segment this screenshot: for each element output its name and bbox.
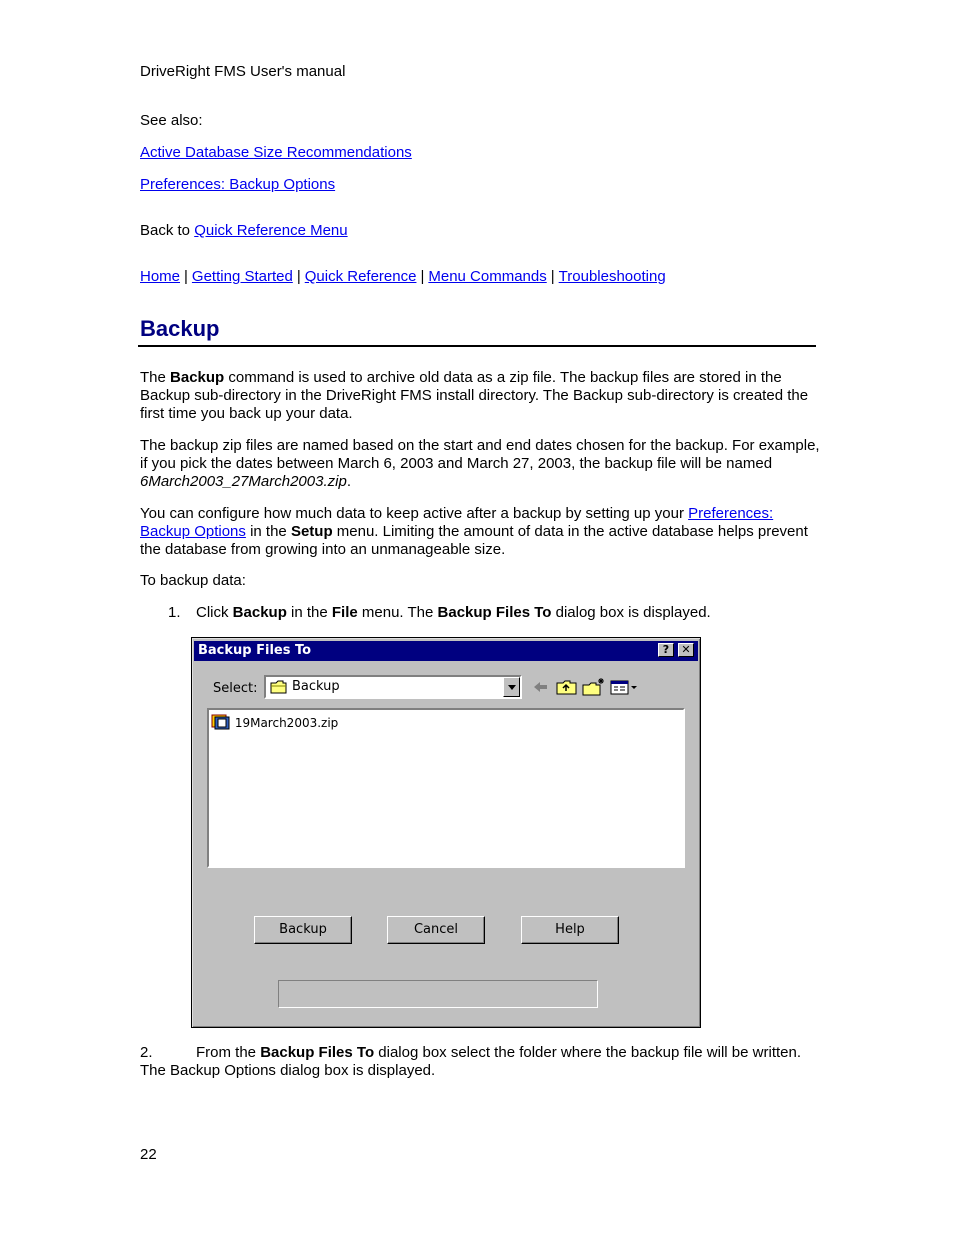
folder-icon [270,679,288,695]
back-to-label: Back to [140,222,191,239]
dropdown-arrow-icon[interactable] [503,677,520,697]
select-label: Select: [213,681,258,696]
new-folder-icon[interactable] [582,677,606,697]
up-one-level-icon[interactable] [556,677,578,697]
view-menu-icon[interactable] [610,677,640,697]
paragraph-intro: The Backup command is used to archive old data as a zip file. The backup files are stored in the Backup sub-directory in the DriveRight FMS install directory. The Backup sub-directory is created the first time you back up your data. [140,369,809,422]
step-1-text: Click Backup in the File menu. The Backup Files To dialog box is displayed. [196,604,711,621]
link-preferences-backup-options[interactable]: Preferences: Backup Options [140,176,336,193]
help-question-button[interactable]: ? [658,643,674,657]
link-active-database-size[interactable]: Active Database Size Recommendations [140,144,412,161]
nav-troubleshooting[interactable]: Troubleshooting [558,268,666,285]
back-to-line [140,222,348,240]
nav-quick-reference[interactable]: Quick Reference [304,268,417,285]
nav-getting-started[interactable]: Getting Started [191,268,293,285]
paragraph-naming: The backup zip files are named based on the start and end dates chosen for the backup. For example, if you pick the dates between March 6, 2003 and March 27, 2003, the backup file will be named 6March2003_27March2003.zip. [140,437,820,490]
nav-separator: | [420,268,425,285]
folder-select-value: Backup [292,679,340,694]
see-also-label: See also: [140,112,203,129]
step-2-text: From the Backup Files To dialog box select the folder where the backup file will be written. The Backup Options dialog box is displayed. [140,1044,802,1079]
link-quick-reference-menu[interactable]: Quick Reference Menu [194,222,348,239]
file-list[interactable] [207,708,685,868]
manual-title: DriveRight FMS User's manual [140,63,346,80]
backup-button[interactable]: Backup [254,916,352,944]
step-2-number: 2. [140,1044,153,1061]
step-1-number: 1. [168,604,181,621]
nav-bar [140,268,666,286]
file-name: 19March2003.zip [234,716,339,730]
back-arrow-icon[interactable] [532,677,550,697]
paragraph-to-backup: To backup data: [140,572,246,589]
heading-rule [138,345,816,347]
paragraph-configure: You can configure how much data to keep active after a backup by setting up your Preferences: Backup Options in the Setup menu. Limiting the amount of data in the active database helps prevent the database from growing into an unmanageable size. [140,505,808,558]
link-preferences-backup-options-inline[interactable]: Preferences: Backup Options [140,505,774,540]
nav-separator: | [296,268,301,285]
nav-menu-commands[interactable]: Menu Commands [428,268,547,285]
dialog-titlebar [194,641,698,661]
folder-select[interactable] [264,675,522,699]
nav-separator: | [184,268,188,285]
nav-home[interactable]: Home [140,268,181,285]
zip-file-icon [211,713,231,731]
progress-bar [278,980,598,1008]
cancel-button[interactable]: Cancel [387,916,485,944]
close-button[interactable]: ✕ [678,643,694,657]
nav-separator: | [550,268,555,285]
help-button[interactable]: Help [521,916,619,944]
dialog-title: Backup Files To [198,643,312,658]
backup-files-to-dialog [191,637,701,1028]
file-list-item[interactable] [211,713,338,731]
page-number: 22 [140,1146,157,1163]
section-title: Backup [140,316,220,341]
